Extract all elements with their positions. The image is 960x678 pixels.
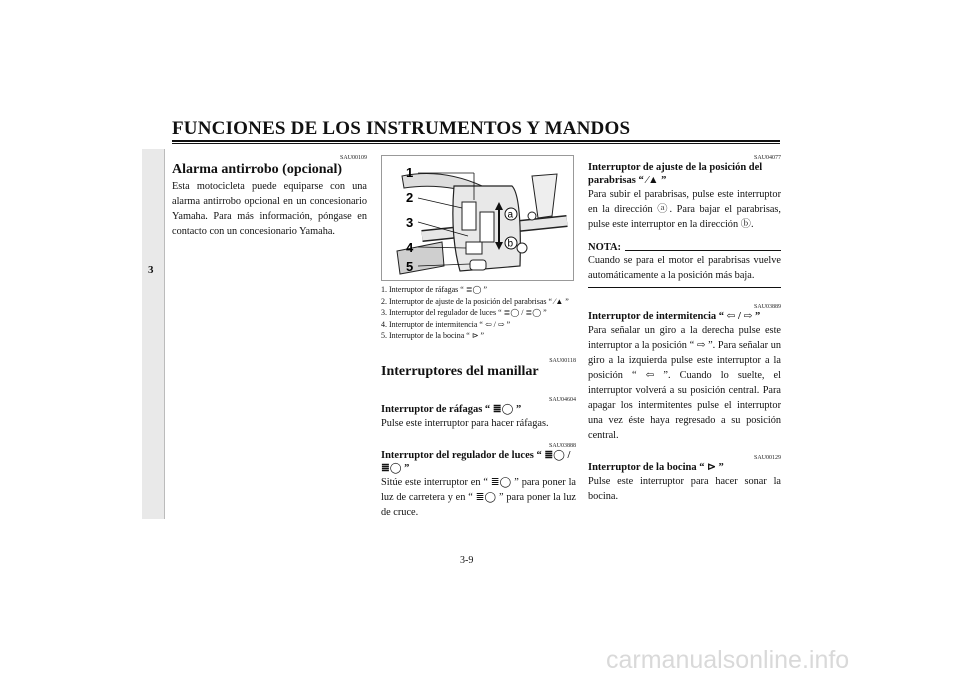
nota-text: Cuando se para el motor el parabrisas vuelve automáticamente a la posición más baja. xyxy=(588,255,781,281)
subsection-title: Interruptor del regulador de luces “ ≣◯ / ≣◯ ” xyxy=(381,450,571,474)
nota-bottom-rule xyxy=(588,287,781,288)
callout-5: 5 xyxy=(406,259,414,274)
handlebar-switch-illustration xyxy=(382,156,573,280)
callout-2: 2 xyxy=(406,190,414,205)
nota-label: NOTA: xyxy=(588,242,622,253)
figure-captions xyxy=(381,284,576,342)
subsection-title: Interruptor de ráfagas “ ≣◯ ” xyxy=(381,404,522,415)
column-1 xyxy=(172,155,367,239)
section-code: SAU04077 xyxy=(753,155,781,161)
paragraph: Pulse este interruptor para hacer ráfagas. xyxy=(381,418,549,429)
column-2 xyxy=(381,358,576,520)
caption-5: 5. Interruptor de la bocina “ ⊳ ” xyxy=(381,331,485,340)
page-title: FUNCIONES DE LOS INSTRUMENTOS Y MANDOS xyxy=(172,118,631,139)
chapter-number: 3 xyxy=(148,264,154,276)
callout-4: 4 xyxy=(406,240,414,255)
callout-1: 1 xyxy=(406,165,414,180)
subsection-title: Interruptor de la bocina “ ⊳ ” xyxy=(588,462,724,473)
page-number: 3-9 xyxy=(460,555,474,566)
caption-1: 1. Interruptor de ráfagas “ ≣◯ ” xyxy=(381,285,488,294)
paragraph: Sitúe este interruptor en “ ≣◯ ” para poner la luz de carretera y en “ ≣◯ ” para poner la luz de cruce. xyxy=(381,477,576,518)
section-code: SAU00129 xyxy=(753,455,781,461)
chapter-tab xyxy=(142,149,165,519)
caption-3: 3. Interruptor del regulador de luces “ ≣◯ / ≣◯ ” xyxy=(381,308,547,317)
caption-2: 2. Interruptor de ajuste de la posición del parabrisas “ ⁄▲ ” xyxy=(381,296,569,306)
handlebar-figure xyxy=(381,155,574,281)
watermark: carmanualsonline.info xyxy=(606,646,850,674)
section-code: SAU03889 xyxy=(753,304,781,310)
nota-rule xyxy=(625,250,781,251)
subsection-title: Interruptor de ajuste de la posición del parabrisas “ ⁄▲ ” xyxy=(588,162,763,186)
letter-b: b xyxy=(507,238,514,250)
callout-3: 3 xyxy=(406,215,414,230)
paragraph: Para señalar un giro a la derecha pulse este interruptor a la posición “ ⇨ ”. Para señalar un giro a la izquierda pulse este interruptor a la posición “ ⇦ ”. Cuando lo suelte, el interruptor volverá a su posición central. Para apagar los intermitentes pulse el interruptor una vez éste haya regresado a su posición central. xyxy=(588,325,781,441)
caption-4: 4. Interruptor de intermitencia “ ⇦ / ⇨ ” xyxy=(381,319,511,329)
section-heading: Alarma antirrobo (opcional) xyxy=(172,162,343,177)
nota-header xyxy=(588,242,781,253)
paragraph: Para subir el parabrisas, pulse este interruptor en la dirección ⓐ. Para bajar el parabrisas, pulse este interruptor en la dirección ⓑ. xyxy=(588,189,781,230)
column-3 xyxy=(588,155,781,504)
section-code: SAU03888 xyxy=(548,443,576,449)
paragraph: Pulse este interruptor para hacer sonar la bocina. xyxy=(588,476,781,502)
section-code: SAU04604 xyxy=(548,397,576,403)
paragraph: Esta motocicleta puede equiparse con una alarma antirrobo opcional en un concesionario Yamaha. Para más información, póngase en contacto con un concesionario Yamaha. xyxy=(172,181,367,237)
title-rule xyxy=(172,140,780,142)
subsection-title: Interruptor de intermitencia “ ⇦ / ⇨ ” xyxy=(588,311,761,322)
letter-a: a xyxy=(507,209,514,221)
section-code: SAU00109 xyxy=(339,155,367,161)
section-code: SAU00118 xyxy=(549,358,576,364)
section-heading: Interruptores del manillar xyxy=(381,364,539,379)
title-rule-thin xyxy=(172,143,780,144)
